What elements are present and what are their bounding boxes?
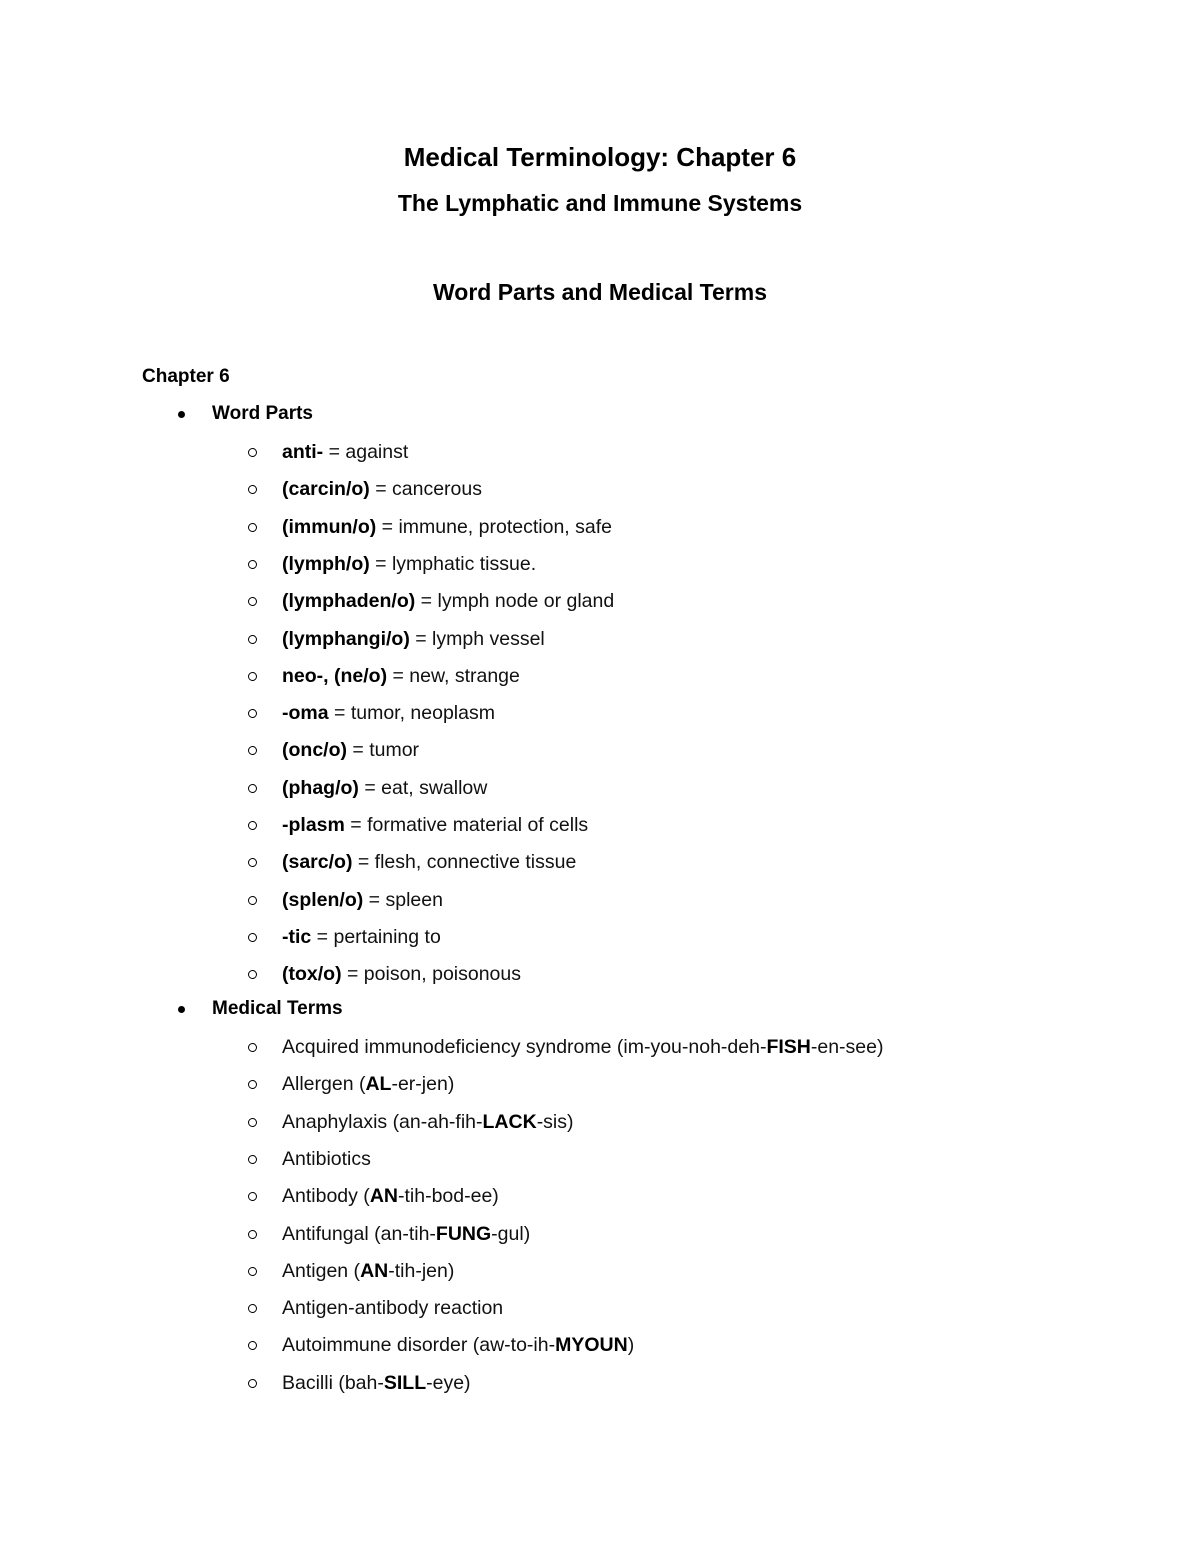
word-part-item-text [282,626,545,652]
word-part-term: -plasm [282,814,345,836]
medical-term-item-text [282,1258,454,1284]
word-part-definition: = flesh, connective tissue [352,851,577,873]
pronunciation-rest: -er-jen) [391,1073,455,1095]
document-subtitle: The Lymphatic and Immune Systems [397,190,803,216]
word-part-definition: = immune, protection, safe [376,516,612,538]
pronunciation-rest: ) [627,1334,635,1356]
filled-bullet-icon [178,1006,185,1013]
medical-term-item-text [282,1183,499,1209]
medical-term-text: Autoimmune disorder (aw-to-ih- [282,1334,556,1356]
word-part-item-text [282,849,576,875]
pronunciation-rest: -gul) [491,1223,531,1245]
hollow-bullet-icon [248,485,257,494]
word-part-item-text [282,663,520,689]
word-part-item-text [282,700,495,726]
hollow-bullet-icon [248,1043,257,1052]
medical-term-text: Allergen ( [282,1073,366,1095]
medical-term-item-text [282,1295,503,1321]
word-part-definition: = formative material of cells [344,814,589,836]
medical-term-text: Antibody ( [282,1185,370,1207]
pronunciation-rest: -eye) [426,1372,471,1394]
word-part-item-text [282,924,441,950]
word-part-item-text [282,551,536,577]
medical-term-text: Antigen ( [282,1260,361,1282]
word-part-definition: = lymphatic tissue. [369,553,537,575]
medical-term-item-text [282,1109,574,1135]
pronunciation-rest: -en-see) [810,1036,884,1058]
word-part-definition: = lymph node or gland [415,590,615,612]
word-part-definition: = tumor [346,739,420,761]
word-part-definition: = lymph vessel [409,628,545,650]
medical-term-item-text [282,1332,634,1358]
word-part-item-text [282,887,443,913]
hollow-bullet-icon [248,1267,257,1276]
medical-terms-heading: Medical Terms [212,998,343,1019]
hollow-bullet-icon [248,821,257,830]
word-part-term: (sarc/o) [282,851,353,873]
medical-term-text: Antibiotics [282,1148,371,1170]
hollow-bullet-icon [248,1230,257,1239]
word-parts-heading: Word Parts [212,403,314,424]
word-part-definition: = cancerous [369,478,482,500]
hollow-bullet-icon [248,746,257,755]
hollow-bullet-icon [248,933,257,942]
hollow-bullet-icon [248,672,257,681]
medical-term-item-text [282,1370,471,1396]
word-part-item-text [282,588,614,614]
pronunciation-rest: -tih-bod-ee) [397,1185,499,1207]
medical-term-item-text [282,1034,884,1060]
medical-term-text: Antigen-antibody reaction [282,1297,504,1319]
word-part-item-text [282,476,482,502]
word-part-term: (immun/o) [282,516,377,538]
word-part-term: (carcin/o) [282,478,370,500]
document-title: Medical Terminology: Chapter 6 [403,142,797,172]
stressed-syllable: AL [365,1073,392,1095]
stressed-syllable: LACK [482,1111,537,1133]
hollow-bullet-icon [248,1155,257,1164]
word-part-definition: = new, strange [387,665,520,687]
hollow-bullet-icon [248,1341,257,1350]
word-part-term: (lymphaden/o) [282,590,416,612]
stressed-syllable: FUNG [435,1223,492,1245]
word-part-definition: = eat, swallow [358,777,488,799]
word-part-item-text [282,737,419,763]
hollow-bullet-icon [248,970,257,979]
stressed-syllable: AN [360,1260,389,1282]
word-part-item-text [282,775,487,801]
word-part-term: (splen/o) [282,889,364,911]
hollow-bullet-icon [248,1379,257,1388]
hollow-bullet-icon [248,1080,257,1089]
hollow-bullet-icon [248,1192,257,1201]
hollow-bullet-icon [248,709,257,718]
stressed-syllable: FISH [766,1036,811,1058]
filled-bullet-icon [178,411,185,418]
word-part-definition: = spleen [363,889,443,911]
hollow-bullet-icon [248,448,257,457]
medical-term-item-text [282,1071,454,1097]
hollow-bullet-icon [248,560,257,569]
word-part-term: -oma [282,702,329,724]
hollow-bullet-icon [248,1304,257,1313]
word-part-item-text [282,812,588,838]
hollow-bullet-icon [248,896,257,905]
chapter-heading: Chapter 6 [142,366,230,387]
medical-term-text: Bacilli (bah- [282,1372,384,1394]
word-part-definition: = poison, poisonous [341,963,522,985]
stressed-syllable: AN [369,1185,398,1207]
word-part-term: (onc/o) [282,739,347,761]
word-part-term: anti- [282,441,324,463]
hollow-bullet-icon [248,523,257,532]
hollow-bullet-icon [248,635,257,644]
medical-term-text: Anaphylaxis (an-ah-fih- [282,1111,483,1133]
word-part-definition: = pertaining to [311,926,441,948]
word-part-term: (tox/o) [282,963,342,985]
pronunciation-rest: -sis) [536,1111,574,1133]
hollow-bullet-icon [248,784,257,793]
medical-term-text: Acquired immunodeficiency syndrome (im-you-noh-deh- [282,1036,767,1058]
section-title: Word Parts and Medical Terms [432,279,768,305]
pronunciation-rest: -tih-jen) [388,1260,455,1282]
word-part-term: (lymphangi/o) [282,628,410,650]
stressed-syllable: MYOUN [555,1334,628,1356]
stressed-syllable: SILL [383,1372,427,1394]
word-part-item-text [282,439,408,465]
word-part-definition: = against [323,441,409,463]
word-part-term: (phag/o) [282,777,359,799]
medical-term-item-text [282,1221,530,1247]
hollow-bullet-icon [248,597,257,606]
medical-term-item-text [282,1146,371,1172]
word-part-definition: = tumor, neoplasm [328,702,495,724]
word-part-term: -tic [282,926,312,948]
word-part-term: neo-, (ne/o) [282,665,388,687]
word-part-item-text [282,961,521,987]
hollow-bullet-icon [248,858,257,867]
medical-term-text: Antifungal (an-tih- [282,1223,436,1245]
word-part-term: (lymph/o) [282,553,370,575]
hollow-bullet-icon [248,1118,257,1127]
word-part-item-text [282,514,612,540]
